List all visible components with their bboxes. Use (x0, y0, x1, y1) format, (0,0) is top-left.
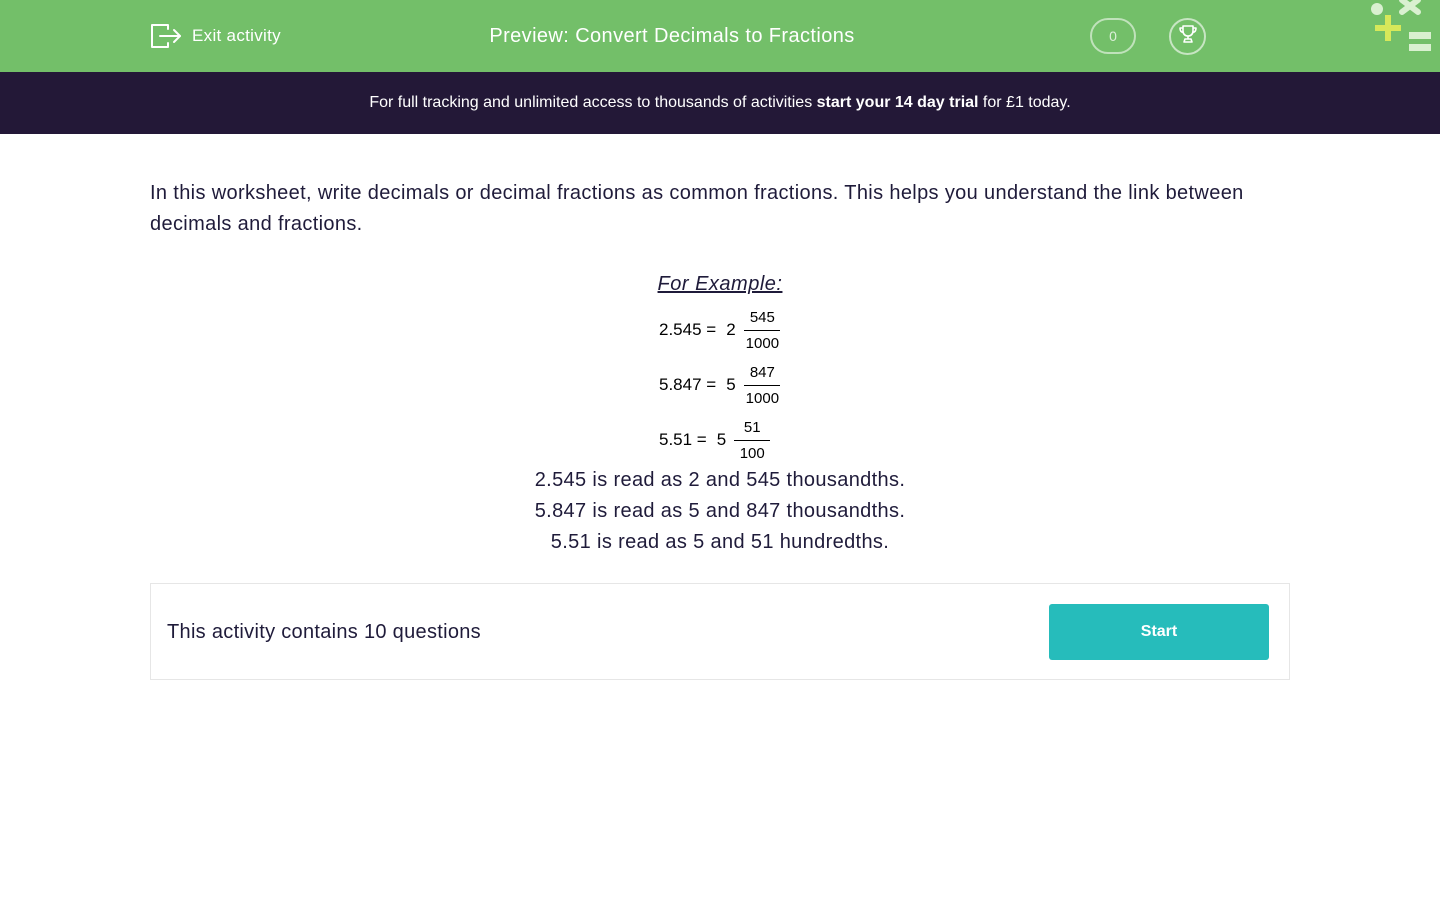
fraction-denominator: 1000 (745, 334, 780, 352)
equation-fraction (734, 419, 770, 462)
example-equation (659, 306, 781, 354)
fraction-numerator: 847 (744, 364, 780, 386)
promo-text: For full tracking and unlimited access to thousands of activities (369, 94, 817, 111)
page-title: Preview: Convert Decimals to Fractions (489, 25, 855, 47)
equation-whole: 5 (726, 375, 736, 394)
fraction-denominator: 1000 (745, 389, 780, 407)
example-reading: 5.51 is read as 5 and 51 hundredths. (550, 531, 890, 553)
example-reading: 5.847 is read as 5 and 847 thousandths. (534, 500, 906, 522)
trial-promo-banner (0, 72, 1440, 134)
equation-whole: 2 (726, 320, 736, 339)
equation-fraction (744, 309, 781, 352)
maths-symbols-logo (1366, 0, 1440, 60)
fraction-denominator: 100 (739, 444, 765, 462)
example-equation (659, 361, 781, 409)
equation-decimal: 5.847 = (659, 375, 717, 394)
example-heading: For Example: (657, 273, 783, 295)
top-bar (0, 0, 1440, 72)
worksheet-intro: In this worksheet, write decimals or decimal fractions as common fractions. This helps you understand the link between decimals and fractions. (150, 182, 1244, 235)
fraction-numerator: 545 (744, 309, 780, 331)
example-reading: 2.545 is read as 2 and 545 thousandths. (534, 469, 906, 491)
promo-trial-link[interactable]: start your 14 day trial (816, 94, 979, 111)
equation-whole: 5 (716, 430, 727, 449)
fraction-numerator: 51 (734, 419, 770, 441)
promo-price-text: for £1 today. (978, 94, 1071, 111)
score-counter: 0 (1090, 18, 1136, 54)
trophy-icon (1177, 23, 1199, 50)
exit-activity-label: Exit activity (192, 26, 281, 45)
equation-decimal: 5.51 = (659, 430, 707, 449)
equation-fraction (744, 364, 781, 407)
trophy-button[interactable] (1169, 18, 1206, 55)
example-equation (659, 416, 770, 464)
equation-decimal: 2.545 = (659, 320, 717, 339)
start-panel (150, 583, 1290, 680)
question-count-text: This activity contains 10 questions (167, 621, 481, 643)
start-button[interactable]: Start (1049, 604, 1269, 660)
